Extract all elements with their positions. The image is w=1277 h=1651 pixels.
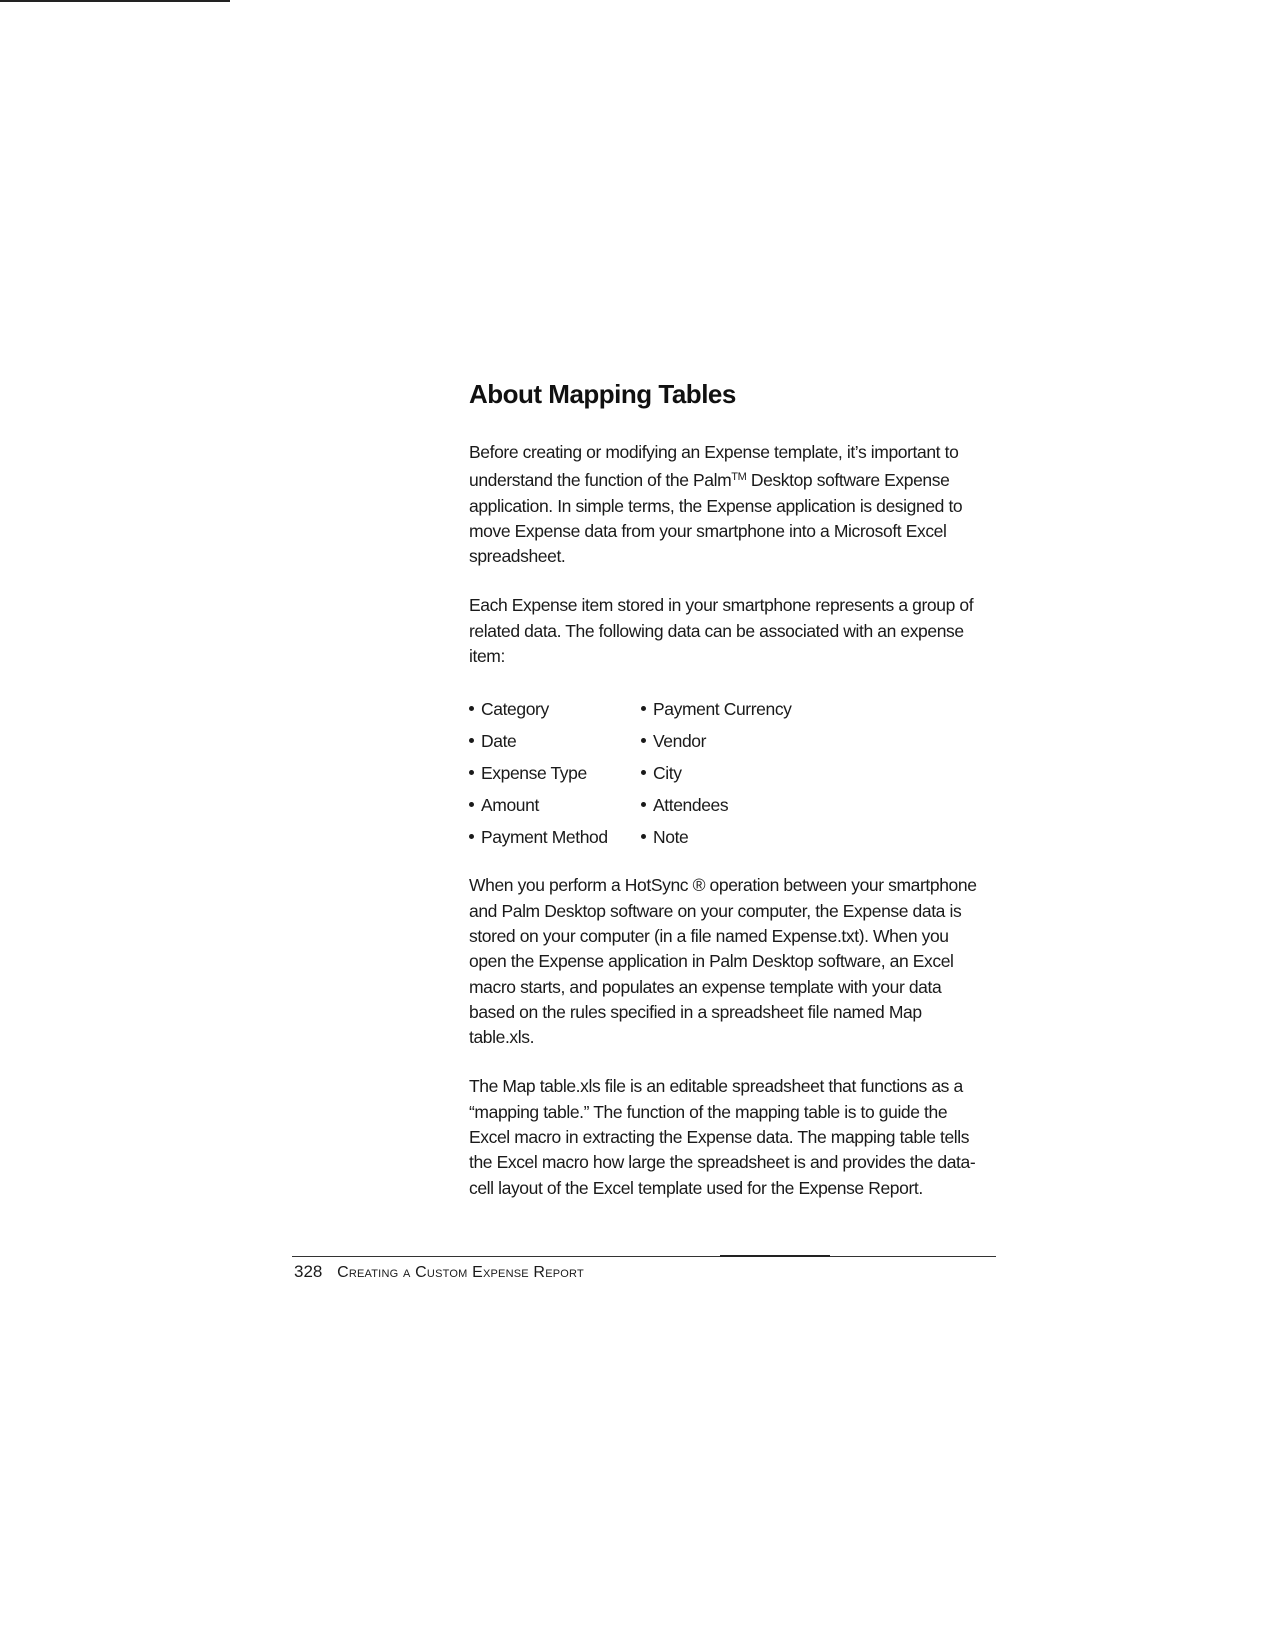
bullet-icon — [469, 706, 474, 711]
bullet-icon — [469, 738, 474, 743]
bullet-icon — [641, 770, 646, 775]
list-item-label: Category — [481, 699, 549, 720]
bullet-icon — [469, 802, 474, 807]
page-content — [469, 378, 989, 1225]
list-item — [469, 789, 641, 821]
map-table-paragraph: The Map table.xls file is an editable spreadsheet that functions as a “mapping table.” The function of the mapping table is to guide the Excel macro in extracting the Expense data. The mapping table tells the Excel macro how large the spreadsheet is and provides the data-cell layout of the Excel template used for the Expense Report. — [469, 1076, 976, 1198]
intro-text-part1: Before creating or modifying an Expense template, it’s important to understand the function of the Palm — [469, 442, 959, 491]
bullet-icon — [641, 802, 646, 807]
footer-divider-accent — [720, 1255, 830, 1257]
hotsync-paragraph: When you perform a HotSync ® operation between your smartphone and Palm Desktop software on your computer, the Expense data is stored on your computer (in a file named Expense.txt). When you open the Expense application in Palm Desktop software, an Excel macro starts, and populates an expense template with your data based on the rules specified in a spreadsheet file named Map table.xls. — [469, 875, 977, 1048]
list-item-label: Attendees — [653, 795, 729, 816]
bullet-icon — [469, 770, 474, 775]
page-number: 328 — [294, 1262, 323, 1281]
list-item — [469, 757, 641, 789]
bullet-icon — [641, 738, 646, 743]
bullet-icon — [641, 706, 646, 711]
trademark-mark: TM — [731, 471, 747, 484]
list-item — [469, 693, 641, 725]
intro-paragraph — [469, 440, 989, 569]
list-item — [469, 725, 641, 757]
list-item — [641, 821, 841, 853]
footer-divider — [292, 1256, 996, 1257]
list-item — [641, 693, 841, 725]
list-item-label: Date — [481, 731, 517, 752]
expense-item-paragraph: Each Expense item stored in your smartphone represents a group of related data. The following data can be associated with an expense item: — [469, 595, 974, 667]
list-item-label: Note — [653, 827, 689, 848]
bullet-icon — [641, 834, 646, 839]
list-item — [641, 725, 841, 757]
section-heading: About Mapping Tables — [469, 379, 736, 409]
intro-text-part2: Desktop software Expense application. In simple terms, the Expense application is designed to move Expense data from your smartphone into a Microsoft Excel spreadsheet. — [469, 470, 963, 567]
expense-data-list — [469, 693, 989, 853]
scan-edge-mark — [0, 0, 230, 2]
list-item-label: Payment Method — [481, 827, 608, 848]
list-item-label: Payment Currency — [653, 699, 792, 720]
list-item-label: Vendor — [653, 731, 707, 752]
page-footer — [294, 1262, 584, 1282]
list-item-label: Expense Type — [481, 763, 587, 784]
running-title: Creating a Custom Expense Report — [337, 1264, 584, 1281]
list-item-label: Amount — [481, 795, 539, 816]
list-item — [469, 821, 641, 853]
list-item-label: City — [653, 763, 682, 784]
list-item — [641, 789, 841, 821]
list-item — [641, 757, 841, 789]
bullet-icon — [469, 834, 474, 839]
